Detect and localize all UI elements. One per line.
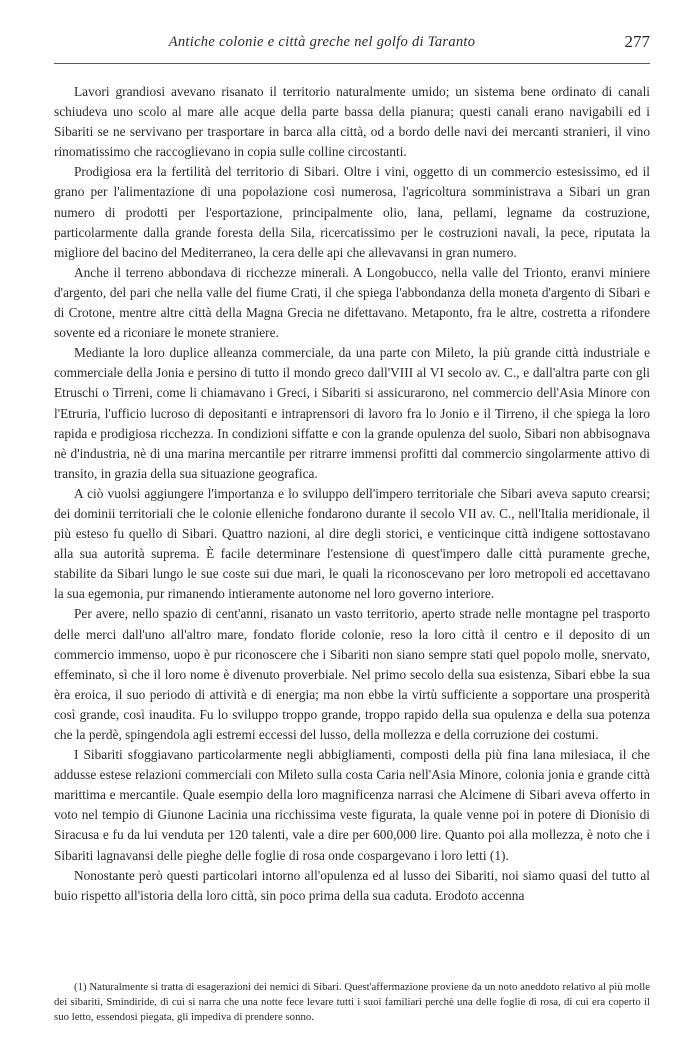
paragraph: Nonostante però questi particolari intorno all'opulenza ed al lusso dei Sibariti, noi siamo quasi del tutto al buio rispetto all'istoria della loro città, sin poco prima della sua caduta. Erodoto accenna xyxy=(54,867,650,903)
paragraph: Anche il terreno abbondava di ricchezze minerali. A Longobucco, nella valle del Trionto, eranvi miniere d'argento, del pari che nella valle del fiume Crati, il che spiega l'abbondanza della moneta d'argento di Sibari e di Crotone, mentre altre città della Magna Grecia ne difettavano. Metaponto, fra le altre, costretta a rifondere sovente ed a riconiare le monete straniere. xyxy=(54,264,650,341)
running-title: Antiche colonie e città greche nel golfo di Taranto xyxy=(168,34,476,50)
header-rule xyxy=(54,63,650,64)
paragraph: Per avere, nello spazio di cent'anni, risanato un vasto territorio, aperto strade nelle montagne pel trasporto delle merci dall'uno all'altro mare, fondato floride colonie, reso la loro città il centro e il deposito di un commercio immenso, uopo è pur riconoscere che i Sibariti non siano sempre stati quel popolo molle, snervato, effeminato, sì che il loro nome è divenuto proverbiale. Nel primo secolo della sua esistenza, Sibari ebbe la sua èra eroica, il suo periodo di attività e di energia; ma non ebbe la virtù sufficiente a sopportare una prosperità così grande, così inaudita. Fu lo sviluppo troppo grande, troppo rapido della sua opulenza e della sua potenza che la perdè, spingendola agli estremi eccessi del lusso, della mollezza e della corruzione dei costumi. xyxy=(54,606,650,742)
paragraph: I Sibariti sfoggiavano particolarmente negli abbigliamenti, composti della più fina lana milesiaca, il che addusse estese relazioni commerciali con Mileto sulla costa Caria nell'Asia Minore, colonia jonia e grande città marittima e mercantile. Quale esempio della loro magnificenza narrasi che Alcimene di Sibari aveva offerto in voto nel tempio di Giunone Lacinia una ricchissima veste figurata, la quale venne poi in potere di Dionisio di Siracusa e fu da lui venduta per 120 talenti, vale a dire per 600,000 lire. Quanto poi alla mollezza, è noto che i Sibariti lagnavansi delle pieghe delle foglie di rosa onde cospargevano i loro letti (1). xyxy=(54,747,650,863)
page-number: 277 xyxy=(624,32,650,51)
paragraph: Mediante la loro duplice alleanza commerciale, da una parte con Mileto, la più grande città industriale e commerciale della Jonia e persino di tutto il mondo greco dall'VIII al VI secolo av. C., e dall'altra parte con gli Etruschi o Tirreni, come li chiamavano i Greci, i Sibariti si assicurarono, nel commercio dell'Asia Minore con l'Etruria, l'ufficio lucroso di depositanti e intraprensori di lavoro fra lo Jonio e il Tirreno, il che spiega la loro rapida e prodigiosa ricchezza. In condizioni siffatte e con la grande opulenza del suolo, Sibari non abbisognava nè d'industria, nè di una marina mercantile per ritrarre immensi profitti dal commercio singolarmente attivo di transito, in grazia della sua situazione geografica. xyxy=(54,345,650,481)
paragraph: Lavori grandiosi avevano risanato il territorio naturalmente umido; un sistema bene ordinato di canali schiudeva uno scolo al mare alle acque della parte bassa della pianura; questi canali erano navigabili ed i Sibariti se ne servivano per trasportare in barca alla città, od a bordo delle navi dei mercanti stranieri, il vino rinomatissimo che raccoglievano in copia sulle colline circostanti. xyxy=(54,84,650,160)
paragraph: A ciò vuolsi aggiungere l'importanza e lo sviluppo dell'impero territoriale che Sibari aveva saputo crearsi; dei dominii territoriali che le colonie elleniche fondarono durante il secolo VII av. C., nell'Italia meridionale, il più esteso fu quello di Sibari. Quattro nazioni, al dire degli storici, e venticinque città indigene sottostavano alla sua autorità suprema. È facile determinare l'estensione di quest'impero dalle città puramente greche, stabilite da Sibari lungo le sue coste sui due mari, le quali la riconoscevano per loro metropoli ed accettavano la sua egemonia, pur rimanendo intieramente autonome nel loro governo interiore. xyxy=(54,485,650,602)
footnote-text: (1) Naturalmente si tratta di esagerazioni dei nemici di Sibari. Quest'affermazione proviene da un noto aneddoto relativo al più molle dei sibariti, Smindiride, di cui si narra che una notte fece levare tutti i suoi familiari perchè una delle foglie di rosa, di cui era coperto il suo letto, essendosi piegata, gli impediva di prendere sonno. xyxy=(54,981,650,1023)
paragraph: Prodigiosa era la fertilità del territorio di Sibari. Oltre i vini, oggetto di un commercio estesissimo, ed il grano per l'alimentazione di una popolazione così numerosa, l'agricoltura somministrava a Sibari un gran numero di prodotti per l'esportazione, principalmente olio, lana, pellami, legname da costruzione, particolarmente dalla grande foresta della Sila, ricercatissimo per le costruzioni navali, la pece, riputata la migliore del bacino del Mediterraneo, la cera delle api che allevavansi in gran numero. xyxy=(54,164,650,260)
footnote xyxy=(54,980,650,1025)
body-text xyxy=(54,82,650,906)
page-header xyxy=(54,34,650,60)
